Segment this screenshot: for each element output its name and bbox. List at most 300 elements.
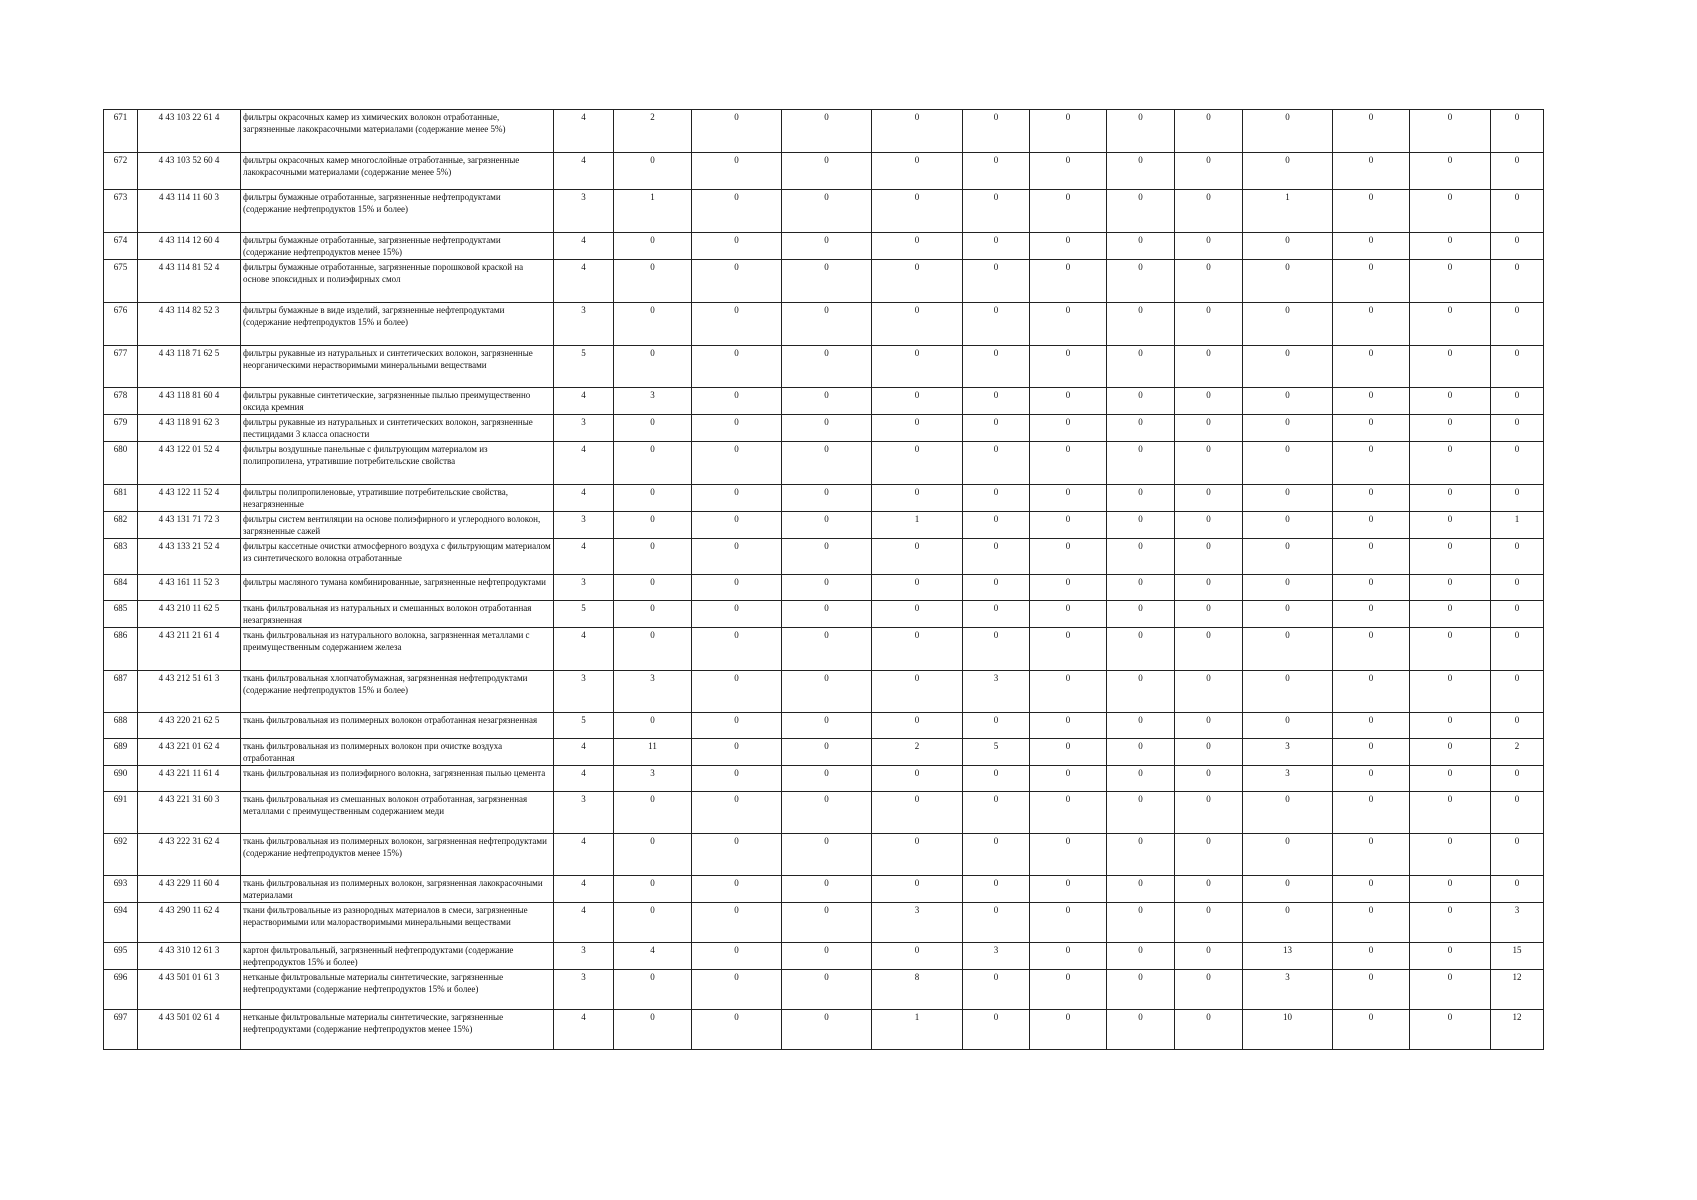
waste-code-cell: 4 43 103 52 60 4 bbox=[138, 153, 241, 190]
value-cell: 0 bbox=[1491, 260, 1544, 303]
value-cell: 0 bbox=[692, 539, 782, 575]
value-cell: 4 bbox=[554, 739, 614, 766]
value-cell: 0 bbox=[1030, 766, 1107, 792]
value-cell: 0 bbox=[1491, 110, 1544, 153]
value-cell: 0 bbox=[614, 628, 692, 671]
value-cell: 0 bbox=[1410, 485, 1491, 512]
value-cell: 0 bbox=[1410, 575, 1491, 601]
value-cell: 0 bbox=[1410, 739, 1491, 766]
value-cell: 0 bbox=[1333, 903, 1410, 943]
value-cell: 0 bbox=[782, 260, 872, 303]
value-cell: 0 bbox=[963, 834, 1030, 876]
value-cell: 4 bbox=[554, 233, 614, 260]
waste-name-cell: фильтры бумажные в виде изделий, загрязненные нефтепродуктами (содержание нефтепродуктов 15% и более) bbox=[241, 303, 554, 346]
value-cell: 0 bbox=[614, 153, 692, 190]
value-cell: 0 bbox=[1243, 575, 1333, 601]
waste-code-cell: 4 43 221 01 62 4 bbox=[138, 739, 241, 766]
value-cell: 0 bbox=[614, 970, 692, 1010]
value-cell: 0 bbox=[692, 388, 782, 415]
value-cell: 0 bbox=[782, 190, 872, 233]
row-number-cell: 695 bbox=[104, 943, 138, 970]
value-cell: 0 bbox=[1030, 485, 1107, 512]
value-cell: 0 bbox=[1410, 601, 1491, 628]
value-cell: 0 bbox=[1175, 442, 1243, 485]
table-row bbox=[104, 415, 1544, 442]
value-cell: 0 bbox=[692, 512, 782, 539]
value-cell: 0 bbox=[614, 575, 692, 601]
value-cell: 0 bbox=[963, 713, 1030, 739]
value-cell: 5 bbox=[554, 713, 614, 739]
value-cell: 0 bbox=[872, 442, 963, 485]
waste-code-cell: 4 43 122 01 52 4 bbox=[138, 442, 241, 485]
value-cell: 0 bbox=[1030, 834, 1107, 876]
value-cell: 0 bbox=[1107, 539, 1175, 575]
value-cell: 0 bbox=[1491, 485, 1544, 512]
waste-name-cell: фильтры окрасочных камер многослойные отработанные, загрязненные лакокрасочными материалами (содержание менее 5%) bbox=[241, 153, 554, 190]
value-cell: 0 bbox=[1333, 792, 1410, 834]
value-cell: 0 bbox=[1410, 190, 1491, 233]
value-cell: 0 bbox=[692, 876, 782, 903]
value-cell: 3 bbox=[963, 943, 1030, 970]
value-cell: 0 bbox=[1333, 970, 1410, 1010]
value-cell: 0 bbox=[963, 903, 1030, 943]
value-cell: 3 bbox=[614, 388, 692, 415]
row-number-cell: 674 bbox=[104, 233, 138, 260]
value-cell: 0 bbox=[1491, 834, 1544, 876]
waste-name-cell: фильтры кассетные очистки атмосферного воздуха с фильтрующим материалом из синтетического волокна отработанные bbox=[241, 539, 554, 575]
value-cell: 0 bbox=[1333, 346, 1410, 388]
waste-name-cell: фильтры полипропиленовые, утратившие потребительские свойства, незагрязненные bbox=[241, 485, 554, 512]
value-cell: 10 bbox=[1243, 1010, 1333, 1050]
value-cell: 0 bbox=[963, 601, 1030, 628]
value-cell: 0 bbox=[1333, 190, 1410, 233]
value-cell: 4 bbox=[614, 943, 692, 970]
value-cell: 0 bbox=[1410, 876, 1491, 903]
value-cell: 0 bbox=[692, 153, 782, 190]
value-cell: 3 bbox=[554, 303, 614, 346]
value-cell: 0 bbox=[872, 303, 963, 346]
table-row bbox=[104, 713, 1544, 739]
value-cell: 0 bbox=[782, 442, 872, 485]
value-cell: 0 bbox=[1175, 346, 1243, 388]
value-cell: 0 bbox=[963, 876, 1030, 903]
value-cell: 0 bbox=[614, 903, 692, 943]
waste-code-cell: 4 43 118 71 62 5 bbox=[138, 346, 241, 388]
value-cell: 0 bbox=[614, 415, 692, 442]
waste-code-cell: 4 43 114 82 52 3 bbox=[138, 303, 241, 346]
value-cell: 0 bbox=[1410, 512, 1491, 539]
value-cell: 0 bbox=[1491, 876, 1544, 903]
table-row bbox=[104, 303, 1544, 346]
value-cell: 0 bbox=[1333, 876, 1410, 903]
value-cell: 0 bbox=[1410, 713, 1491, 739]
value-cell: 1 bbox=[872, 1010, 963, 1050]
table-row bbox=[104, 970, 1544, 1010]
value-cell: 0 bbox=[1243, 153, 1333, 190]
value-cell: 4 bbox=[554, 110, 614, 153]
value-cell: 0 bbox=[963, 388, 1030, 415]
value-cell: 0 bbox=[1333, 539, 1410, 575]
waste-name-cell: фильтры воздушные панельные с фильтрующим материалом из полипропилена, утратившие потребительские свойства bbox=[241, 442, 554, 485]
value-cell: 0 bbox=[1175, 601, 1243, 628]
row-number-cell: 686 bbox=[104, 628, 138, 671]
row-number-cell: 677 bbox=[104, 346, 138, 388]
value-cell: 0 bbox=[1175, 671, 1243, 713]
value-cell: 0 bbox=[963, 190, 1030, 233]
value-cell: 3 bbox=[614, 766, 692, 792]
value-cell: 0 bbox=[1030, 110, 1107, 153]
value-cell: 4 bbox=[554, 442, 614, 485]
value-cell: 0 bbox=[963, 1010, 1030, 1050]
value-cell: 0 bbox=[963, 575, 1030, 601]
value-cell: 0 bbox=[963, 153, 1030, 190]
row-number-cell: 689 bbox=[104, 739, 138, 766]
value-cell: 0 bbox=[1243, 260, 1333, 303]
value-cell: 0 bbox=[692, 628, 782, 671]
waste-code-cell: 4 43 212 51 61 3 bbox=[138, 671, 241, 713]
table-row bbox=[104, 876, 1544, 903]
value-cell: 0 bbox=[1030, 628, 1107, 671]
value-cell: 0 bbox=[782, 303, 872, 346]
value-cell: 0 bbox=[1030, 575, 1107, 601]
value-cell: 3 bbox=[872, 903, 963, 943]
value-cell: 0 bbox=[1491, 233, 1544, 260]
value-cell: 3 bbox=[614, 671, 692, 713]
value-cell: 0 bbox=[1491, 575, 1544, 601]
value-cell: 0 bbox=[872, 628, 963, 671]
value-cell: 2 bbox=[872, 739, 963, 766]
value-cell: 0 bbox=[1107, 442, 1175, 485]
waste-table-body bbox=[104, 110, 1544, 1050]
value-cell: 0 bbox=[1175, 713, 1243, 739]
waste-code-cell: 4 43 122 11 52 4 bbox=[138, 485, 241, 512]
value-cell: 0 bbox=[872, 766, 963, 792]
value-cell: 0 bbox=[1410, 153, 1491, 190]
value-cell: 0 bbox=[1410, 671, 1491, 713]
value-cell: 0 bbox=[872, 575, 963, 601]
table-row bbox=[104, 601, 1544, 628]
row-number-cell: 673 bbox=[104, 190, 138, 233]
value-cell: 0 bbox=[692, 903, 782, 943]
value-cell: 0 bbox=[963, 110, 1030, 153]
waste-name-cell: фильтры окрасочных камер из химических волокон отработанные, загрязненные лакокрасочными материалами (содержание менее 5%) bbox=[241, 110, 554, 153]
value-cell: 5 bbox=[554, 346, 614, 388]
value-cell: 15 bbox=[1491, 943, 1544, 970]
value-cell: 0 bbox=[1175, 970, 1243, 1010]
waste-code-cell: 4 43 501 01 61 3 bbox=[138, 970, 241, 1010]
value-cell: 0 bbox=[1107, 153, 1175, 190]
value-cell: 0 bbox=[1030, 903, 1107, 943]
waste-code-cell: 4 43 118 91 62 3 bbox=[138, 415, 241, 442]
value-cell: 4 bbox=[554, 485, 614, 512]
value-cell: 0 bbox=[1491, 713, 1544, 739]
waste-name-cell: фильтры бумажные отработанные, загрязненные порошковой краской на основе эпоксидных и полиэфирных смол bbox=[241, 260, 554, 303]
value-cell: 0 bbox=[1410, 388, 1491, 415]
value-cell: 0 bbox=[1243, 628, 1333, 671]
waste-code-cell: 4 43 114 81 52 4 bbox=[138, 260, 241, 303]
value-cell: 0 bbox=[1243, 671, 1333, 713]
row-number-cell: 671 bbox=[104, 110, 138, 153]
value-cell: 0 bbox=[1107, 190, 1175, 233]
row-number-cell: 684 bbox=[104, 575, 138, 601]
value-cell: 0 bbox=[1410, 943, 1491, 970]
table-row bbox=[104, 1010, 1544, 1050]
value-cell: 0 bbox=[1175, 260, 1243, 303]
value-cell: 0 bbox=[1107, 601, 1175, 628]
waste-code-cell: 4 43 221 31 60 3 bbox=[138, 792, 241, 834]
value-cell: 0 bbox=[1030, 303, 1107, 346]
table-row bbox=[104, 575, 1544, 601]
value-cell: 0 bbox=[782, 628, 872, 671]
value-cell: 0 bbox=[782, 713, 872, 739]
value-cell: 0 bbox=[614, 303, 692, 346]
value-cell: 0 bbox=[1410, 303, 1491, 346]
value-cell: 0 bbox=[872, 233, 963, 260]
value-cell: 0 bbox=[1175, 153, 1243, 190]
value-cell: 0 bbox=[1491, 628, 1544, 671]
value-cell: 0 bbox=[614, 512, 692, 539]
value-cell: 0 bbox=[1491, 388, 1544, 415]
value-cell: 4 bbox=[554, 766, 614, 792]
value-cell: 12 bbox=[1491, 1010, 1544, 1050]
value-cell: 0 bbox=[872, 153, 963, 190]
value-cell: 0 bbox=[782, 671, 872, 713]
value-cell: 0 bbox=[872, 834, 963, 876]
row-number-cell: 680 bbox=[104, 442, 138, 485]
waste-name-cell: ткань фильтровальная из полимерных волокон, загрязненная нефтепродуктами (содержание нефтепродуктов менее 15%) bbox=[241, 834, 554, 876]
value-cell: 0 bbox=[1175, 903, 1243, 943]
value-cell: 3 bbox=[554, 970, 614, 1010]
waste-name-cell: ткань фильтровальная из натурального волокна, загрязненная металлами с преимущественным содержанием железа bbox=[241, 628, 554, 671]
value-cell: 0 bbox=[1333, 303, 1410, 346]
table-row bbox=[104, 834, 1544, 876]
value-cell: 0 bbox=[872, 260, 963, 303]
value-cell: 0 bbox=[614, 442, 692, 485]
table-row bbox=[104, 512, 1544, 539]
value-cell: 0 bbox=[1410, 903, 1491, 943]
value-cell: 0 bbox=[1243, 601, 1333, 628]
value-cell: 3 bbox=[963, 671, 1030, 713]
value-cell: 0 bbox=[1030, 260, 1107, 303]
value-cell: 0 bbox=[1333, 388, 1410, 415]
value-cell: 0 bbox=[1175, 792, 1243, 834]
waste-code-cell: 4 43 118 81 60 4 bbox=[138, 388, 241, 415]
value-cell: 0 bbox=[1333, 485, 1410, 512]
value-cell: 0 bbox=[1030, 442, 1107, 485]
value-cell: 0 bbox=[1243, 346, 1333, 388]
value-cell: 0 bbox=[692, 346, 782, 388]
value-cell: 4 bbox=[554, 834, 614, 876]
waste-name-cell: фильтры рукавные из натуральных и синтетических волокон, загрязненные пестицидами 3 класса опасности bbox=[241, 415, 554, 442]
value-cell: 0 bbox=[1107, 671, 1175, 713]
value-cell: 0 bbox=[782, 970, 872, 1010]
value-cell: 0 bbox=[1175, 415, 1243, 442]
value-cell: 0 bbox=[692, 713, 782, 739]
value-cell: 0 bbox=[1107, 834, 1175, 876]
value-cell: 0 bbox=[1491, 792, 1544, 834]
row-number-cell: 676 bbox=[104, 303, 138, 346]
waste-code-cell: 4 43 114 11 60 3 bbox=[138, 190, 241, 233]
value-cell: 3 bbox=[554, 575, 614, 601]
row-number-cell: 693 bbox=[104, 876, 138, 903]
row-number-cell: 692 bbox=[104, 834, 138, 876]
value-cell: 0 bbox=[692, 766, 782, 792]
table-row bbox=[104, 110, 1544, 153]
value-cell: 0 bbox=[1107, 766, 1175, 792]
row-number-cell: 682 bbox=[104, 512, 138, 539]
waste-name-cell: фильтры бумажные отработанные, загрязненные нефтепродуктами (содержание нефтепродуктов менее 15%) bbox=[241, 233, 554, 260]
value-cell: 0 bbox=[1333, 153, 1410, 190]
value-cell: 0 bbox=[1107, 485, 1175, 512]
value-cell: 0 bbox=[1333, 713, 1410, 739]
row-number-cell: 694 bbox=[104, 903, 138, 943]
value-cell: 0 bbox=[692, 1010, 782, 1050]
waste-name-cell: ткань фильтровальная из полимерных волокон, загрязненная лакокрасочными материалами bbox=[241, 876, 554, 903]
value-cell: 0 bbox=[692, 792, 782, 834]
row-number-cell: 691 bbox=[104, 792, 138, 834]
value-cell: 0 bbox=[614, 601, 692, 628]
value-cell: 0 bbox=[1030, 739, 1107, 766]
value-cell: 0 bbox=[782, 739, 872, 766]
value-cell: 5 bbox=[963, 739, 1030, 766]
value-cell: 0 bbox=[692, 671, 782, 713]
value-cell: 0 bbox=[1030, 876, 1107, 903]
value-cell: 0 bbox=[963, 970, 1030, 1010]
waste-code-cell: 4 43 229 11 60 4 bbox=[138, 876, 241, 903]
value-cell: 5 bbox=[554, 601, 614, 628]
value-cell: 0 bbox=[1107, 876, 1175, 903]
value-cell: 0 bbox=[1410, 539, 1491, 575]
table-row bbox=[104, 766, 1544, 792]
value-cell: 3 bbox=[554, 415, 614, 442]
row-number-cell: 697 bbox=[104, 1010, 138, 1050]
row-number-cell: 685 bbox=[104, 601, 138, 628]
value-cell: 0 bbox=[782, 834, 872, 876]
value-cell: 0 bbox=[1333, 943, 1410, 970]
value-cell: 0 bbox=[1410, 628, 1491, 671]
waste-code-cell: 4 43 210 11 62 5 bbox=[138, 601, 241, 628]
value-cell: 0 bbox=[1243, 110, 1333, 153]
value-cell: 0 bbox=[1107, 303, 1175, 346]
waste-name-cell: ткань фильтровальная из полиэфирного волокна, загрязненная пылью цемента bbox=[241, 766, 554, 792]
waste-name-cell: нетканые фильтровальные материалы синтетические, загрязненные нефтепродуктами (содержание нефтепродуктов 15% и более) bbox=[241, 970, 554, 1010]
value-cell: 0 bbox=[1175, 834, 1243, 876]
value-cell: 0 bbox=[614, 346, 692, 388]
table-row bbox=[104, 346, 1544, 388]
table-row bbox=[104, 485, 1544, 512]
table-row bbox=[104, 153, 1544, 190]
value-cell: 0 bbox=[1030, 943, 1107, 970]
value-cell: 0 bbox=[963, 539, 1030, 575]
value-cell: 0 bbox=[692, 233, 782, 260]
value-cell: 0 bbox=[1030, 190, 1107, 233]
waste-code-cell: 4 43 220 21 62 5 bbox=[138, 713, 241, 739]
value-cell: 0 bbox=[1030, 1010, 1107, 1050]
value-cell: 0 bbox=[963, 512, 1030, 539]
value-cell: 0 bbox=[1491, 539, 1544, 575]
table-row bbox=[104, 943, 1544, 970]
value-cell: 0 bbox=[782, 415, 872, 442]
value-cell: 0 bbox=[614, 485, 692, 512]
value-cell: 0 bbox=[1107, 260, 1175, 303]
value-cell: 0 bbox=[782, 792, 872, 834]
value-cell: 0 bbox=[872, 713, 963, 739]
value-cell: 0 bbox=[1333, 739, 1410, 766]
waste-name-cell: фильтры рукавные из натуральных и синтетических волокон, загрязненные неорганическими нерастворимыми минеральными веществами bbox=[241, 346, 554, 388]
value-cell: 2 bbox=[1491, 739, 1544, 766]
value-cell: 0 bbox=[1243, 512, 1333, 539]
value-cell: 0 bbox=[782, 601, 872, 628]
value-cell: 0 bbox=[614, 713, 692, 739]
waste-name-cell: фильтры бумажные отработанные, загрязненные нефтепродуктами (содержание нефтепродуктов 15% и более) bbox=[241, 190, 554, 233]
value-cell: 0 bbox=[614, 233, 692, 260]
value-cell: 0 bbox=[1030, 346, 1107, 388]
value-cell: 0 bbox=[1175, 110, 1243, 153]
value-cell: 3 bbox=[554, 943, 614, 970]
waste-code-cell: 4 43 221 11 61 4 bbox=[138, 766, 241, 792]
value-cell: 1 bbox=[614, 190, 692, 233]
value-cell: 11 bbox=[614, 739, 692, 766]
value-cell: 0 bbox=[782, 485, 872, 512]
value-cell: 0 bbox=[1243, 539, 1333, 575]
waste-name-cell: ткань фильтровальная из смешанных волокон отработанная, загрязненная металлами с преимущественным содержанием меди bbox=[241, 792, 554, 834]
value-cell: 0 bbox=[1491, 303, 1544, 346]
value-cell: 0 bbox=[782, 110, 872, 153]
waste-code-cell: 4 43 211 21 61 4 bbox=[138, 628, 241, 671]
value-cell: 0 bbox=[692, 485, 782, 512]
value-cell: 0 bbox=[1491, 346, 1544, 388]
value-cell: 0 bbox=[872, 388, 963, 415]
value-cell: 0 bbox=[1410, 834, 1491, 876]
waste-name-cell: ткань фильтровальная из полимерных волокон при очистке воздуха отработанная bbox=[241, 739, 554, 766]
table-row bbox=[104, 628, 1544, 671]
value-cell: 0 bbox=[1410, 792, 1491, 834]
value-cell: 0 bbox=[1107, 346, 1175, 388]
value-cell: 0 bbox=[1107, 970, 1175, 1010]
waste-code-cell: 4 43 133 21 52 4 bbox=[138, 539, 241, 575]
value-cell: 0 bbox=[692, 943, 782, 970]
value-cell: 0 bbox=[1107, 1010, 1175, 1050]
table-row bbox=[104, 739, 1544, 766]
value-cell: 0 bbox=[1243, 303, 1333, 346]
value-cell: 0 bbox=[692, 739, 782, 766]
value-cell: 0 bbox=[614, 539, 692, 575]
value-cell: 0 bbox=[1030, 671, 1107, 713]
value-cell: 0 bbox=[872, 601, 963, 628]
value-cell: 0 bbox=[1243, 442, 1333, 485]
waste-code-cell: 4 43 161 11 52 3 bbox=[138, 575, 241, 601]
table-row bbox=[104, 442, 1544, 485]
value-cell: 0 bbox=[1175, 539, 1243, 575]
value-cell: 3 bbox=[554, 512, 614, 539]
value-cell: 0 bbox=[1333, 766, 1410, 792]
value-cell: 4 bbox=[554, 260, 614, 303]
value-cell: 0 bbox=[1410, 1010, 1491, 1050]
value-cell: 0 bbox=[1243, 388, 1333, 415]
table-row bbox=[104, 792, 1544, 834]
waste-code-cell: 4 43 114 12 60 4 bbox=[138, 233, 241, 260]
value-cell: 0 bbox=[872, 671, 963, 713]
waste-code-cell: 4 43 131 71 72 3 bbox=[138, 512, 241, 539]
value-cell: 0 bbox=[1175, 512, 1243, 539]
value-cell: 0 bbox=[1243, 792, 1333, 834]
waste-name-cell: ткань фильтровальная хлопчатобумажная, загрязненная нефтепродуктами (содержание нефтепродуктов 15% и более) bbox=[241, 671, 554, 713]
value-cell: 3 bbox=[554, 190, 614, 233]
value-cell: 0 bbox=[872, 485, 963, 512]
value-cell: 0 bbox=[692, 303, 782, 346]
value-cell: 0 bbox=[872, 110, 963, 153]
value-cell: 0 bbox=[1175, 628, 1243, 671]
